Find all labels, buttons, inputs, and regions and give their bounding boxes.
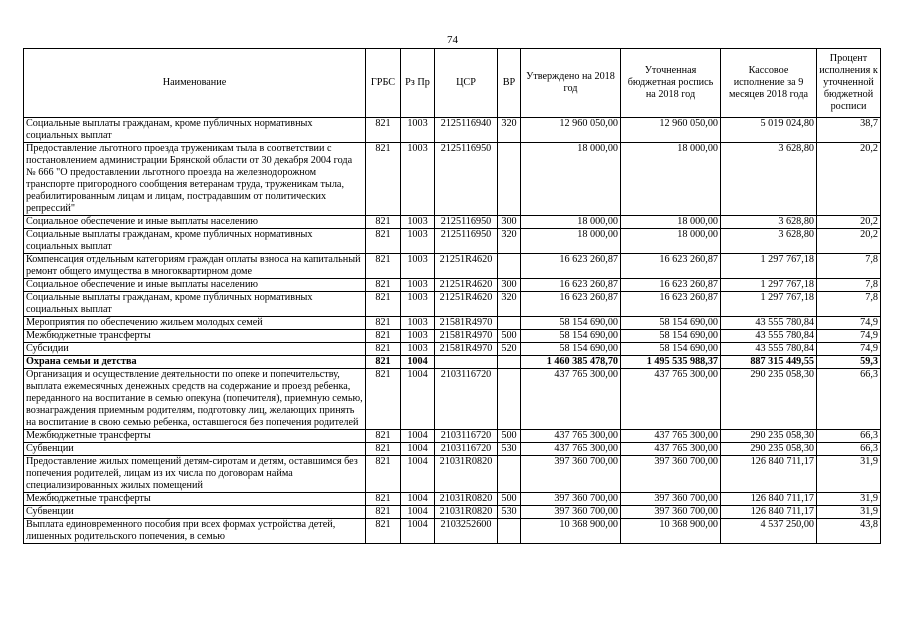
- header-vr: ВР: [498, 49, 521, 118]
- cell-name: Социальные выплаты гражданам, кроме публичных нормативных социальных выплат: [24, 118, 366, 143]
- cell-name: Охрана семьи и детства: [24, 356, 366, 369]
- cell-name: Мероприятия по обеспечению жильем молодых семей: [24, 317, 366, 330]
- table-row: [24, 317, 881, 330]
- cell-percent: 66,3: [817, 443, 881, 456]
- header-name: Наименование: [24, 49, 366, 118]
- cell-vr: 320: [498, 292, 521, 317]
- cell-csr: 2103116720: [435, 369, 498, 430]
- cell-refined: 1 495 535 988,37: [621, 356, 721, 369]
- cell-cash: 4 537 250,00: [721, 519, 817, 544]
- cell-vr: 500: [498, 430, 521, 443]
- cell-approved: 12 960 050,00: [521, 118, 621, 143]
- cell-name: Выплата единовременного пособия при всех формах устройства детей, лишенных родительского попечения, в семью: [24, 519, 366, 544]
- cell-percent: 7,8: [817, 279, 881, 292]
- cell-refined: 12 960 050,00: [621, 118, 721, 143]
- table-row: [24, 356, 881, 369]
- cell-csr: 2103252600: [435, 519, 498, 544]
- table-row: [24, 506, 881, 519]
- cell-vr: 300: [498, 216, 521, 229]
- header-csr: ЦСР: [435, 49, 498, 118]
- cell-grbs: 821: [366, 317, 401, 330]
- cell-grbs: 821: [366, 506, 401, 519]
- cell-name: Социальное обеспечение и иные выплаты населению: [24, 216, 366, 229]
- cell-csr: 2125116940: [435, 118, 498, 143]
- cell-approved: 1 460 385 478,70: [521, 356, 621, 369]
- cell-refined: 58 154 690,00: [621, 317, 721, 330]
- cell-vr: [498, 519, 521, 544]
- cell-vr: [498, 254, 521, 279]
- cell-csr: 2125116950: [435, 143, 498, 216]
- table-row: [24, 292, 881, 317]
- cell-percent: 7,8: [817, 292, 881, 317]
- header-refined: Уточненная бюджетная роспись на 2018 год: [621, 49, 721, 118]
- cell-cash: 887 315 449,55: [721, 356, 817, 369]
- cell-refined: 437 765 300,00: [621, 430, 721, 443]
- cell-csr: [435, 356, 498, 369]
- cell-cash: 290 235 058,30: [721, 369, 817, 430]
- cell-rz-pr: 1003: [401, 229, 435, 254]
- page-number: 74: [447, 34, 458, 46]
- cell-grbs: 821: [366, 254, 401, 279]
- cell-grbs: 821: [366, 216, 401, 229]
- header-approved: Утверждено на 2018 год: [521, 49, 621, 118]
- cell-rz-pr: 1004: [401, 456, 435, 493]
- cell-approved: 58 154 690,00: [521, 343, 621, 356]
- cell-csr: 21581R4970: [435, 317, 498, 330]
- cell-refined: 16 623 260,87: [621, 254, 721, 279]
- cell-refined: 18 000,00: [621, 216, 721, 229]
- cell-rz-pr: 1003: [401, 118, 435, 143]
- cell-name: Предоставление жилых помещений детям-сиротам и детям, оставшимся без попечения родителей, лицам из их числа по договорам найма специализированных жилых помещений: [24, 456, 366, 493]
- table-row: [24, 229, 881, 254]
- cell-vr: [498, 356, 521, 369]
- cell-approved: 16 623 260,87: [521, 279, 621, 292]
- cell-name: Субсидии: [24, 343, 366, 356]
- cell-cash: 1 297 767,18: [721, 254, 817, 279]
- cell-cash: 3 628,80: [721, 216, 817, 229]
- table-row: [24, 216, 881, 229]
- cell-rz-pr: 1004: [401, 519, 435, 544]
- cell-approved: 58 154 690,00: [521, 317, 621, 330]
- cell-approved: 437 765 300,00: [521, 369, 621, 430]
- cell-cash: 290 235 058,30: [721, 430, 817, 443]
- cell-approved: 397 360 700,00: [521, 456, 621, 493]
- cell-vr: 530: [498, 506, 521, 519]
- cell-grbs: 821: [366, 330, 401, 343]
- cell-csr: 21251R4620: [435, 254, 498, 279]
- cell-csr: 21031R0820: [435, 506, 498, 519]
- cell-rz-pr: 1004: [401, 493, 435, 506]
- cell-refined: 58 154 690,00: [621, 343, 721, 356]
- cell-cash: 43 555 780,84: [721, 343, 817, 356]
- cell-vr: 320: [498, 229, 521, 254]
- cell-rz-pr: 1004: [401, 356, 435, 369]
- budget-table: [23, 48, 881, 544]
- cell-grbs: 821: [366, 456, 401, 493]
- table-header-row: [24, 49, 881, 118]
- cell-grbs: 821: [366, 279, 401, 292]
- cell-refined: 397 360 700,00: [621, 456, 721, 493]
- cell-percent: 7,8: [817, 254, 881, 279]
- table-row: [24, 254, 881, 279]
- header-grbs: ГРБС: [366, 49, 401, 118]
- cell-approved: 437 765 300,00: [521, 443, 621, 456]
- cell-name: Предоставление льготного проезда труженикам тыла в соответствии с постановлением администрации Брянской области от 30 декабря 2004 года № 666 "О предоставлении льготного проезда на железнодорожном транспорте пригородного сообщения ветеранам труда, труженикам тыла, реабилитированным лицам и лицам, пострадавшим от политических репрессий": [24, 143, 366, 216]
- table-row: [24, 330, 881, 343]
- cell-name: Социальное обеспечение и иные выплаты населению: [24, 279, 366, 292]
- cell-vr: [498, 317, 521, 330]
- cell-cash: 126 840 711,17: [721, 506, 817, 519]
- cell-approved: 18 000,00: [521, 216, 621, 229]
- cell-csr: 2125116950: [435, 216, 498, 229]
- cell-percent: 66,3: [817, 369, 881, 430]
- cell-approved: 16 623 260,87: [521, 292, 621, 317]
- cell-csr: 21581R4970: [435, 330, 498, 343]
- cell-percent: 43,8: [817, 519, 881, 544]
- header-cash: Кассовое исполнение за 9 месяцев 2018 года: [721, 49, 817, 118]
- cell-name: Компенсация отдельным категориям граждан оплаты взноса на капитальный ремонт общего имущества в многоквартирном доме: [24, 254, 366, 279]
- cell-csr: 21031R0820: [435, 456, 498, 493]
- table-row: [24, 343, 881, 356]
- cell-grbs: 821: [366, 343, 401, 356]
- cell-refined: 16 623 260,87: [621, 279, 721, 292]
- table-row: [24, 279, 881, 292]
- cell-refined: 16 623 260,87: [621, 292, 721, 317]
- cell-cash: 290 235 058,30: [721, 443, 817, 456]
- cell-grbs: 821: [366, 369, 401, 430]
- cell-name: Межбюджетные трансферты: [24, 430, 366, 443]
- cell-refined: 18 000,00: [621, 143, 721, 216]
- cell-percent: 20,2: [817, 216, 881, 229]
- cell-approved: 16 623 260,87: [521, 254, 621, 279]
- table-row: [24, 519, 881, 544]
- table-row: [24, 456, 881, 493]
- cell-csr: 21581R4970: [435, 343, 498, 356]
- cell-rz-pr: 1003: [401, 292, 435, 317]
- cell-approved: 437 765 300,00: [521, 430, 621, 443]
- cell-percent: 74,9: [817, 343, 881, 356]
- table-body: [24, 118, 881, 544]
- cell-rz-pr: 1004: [401, 443, 435, 456]
- cell-rz-pr: 1003: [401, 330, 435, 343]
- cell-csr: 2125116950: [435, 229, 498, 254]
- cell-csr: 2103116720: [435, 443, 498, 456]
- header-rz-pr: Рз Пр: [401, 49, 435, 118]
- cell-cash: 126 840 711,17: [721, 493, 817, 506]
- cell-percent: 74,9: [817, 330, 881, 343]
- cell-name: Субвенции: [24, 443, 366, 456]
- cell-grbs: 821: [366, 430, 401, 443]
- cell-refined: 437 765 300,00: [621, 369, 721, 430]
- cell-grbs: 821: [366, 292, 401, 317]
- cell-grbs: 821: [366, 493, 401, 506]
- cell-refined: 397 360 700,00: [621, 506, 721, 519]
- cell-grbs: 821: [366, 519, 401, 544]
- cell-rz-pr: 1003: [401, 279, 435, 292]
- cell-cash: 43 555 780,84: [721, 317, 817, 330]
- cell-rz-pr: 1003: [401, 254, 435, 279]
- cell-vr: 300: [498, 279, 521, 292]
- cell-vr: 530: [498, 443, 521, 456]
- cell-vr: 520: [498, 343, 521, 356]
- cell-percent: 38,7: [817, 118, 881, 143]
- table-row: [24, 118, 881, 143]
- cell-refined: 10 368 900,00: [621, 519, 721, 544]
- cell-percent: 74,9: [817, 317, 881, 330]
- header-percent: Процент исполнения к уточненной бюджетной росписи: [817, 49, 881, 118]
- cell-refined: 437 765 300,00: [621, 443, 721, 456]
- cell-grbs: 821: [366, 229, 401, 254]
- cell-vr: 500: [498, 330, 521, 343]
- cell-grbs: 821: [366, 356, 401, 369]
- cell-csr: 2103116720: [435, 430, 498, 443]
- cell-vr: [498, 369, 521, 430]
- table-row: [24, 430, 881, 443]
- cell-approved: 397 360 700,00: [521, 506, 621, 519]
- cell-cash: 1 297 767,18: [721, 292, 817, 317]
- cell-name: Межбюджетные трансферты: [24, 330, 366, 343]
- cell-refined: 18 000,00: [621, 229, 721, 254]
- cell-cash: 126 840 711,17: [721, 456, 817, 493]
- cell-rz-pr: 1003: [401, 343, 435, 356]
- table-row: [24, 493, 881, 506]
- cell-rz-pr: 1004: [401, 506, 435, 519]
- cell-rz-pr: 1003: [401, 317, 435, 330]
- cell-cash: 1 297 767,18: [721, 279, 817, 292]
- cell-vr: [498, 143, 521, 216]
- cell-approved: 18 000,00: [521, 143, 621, 216]
- cell-approved: 10 368 900,00: [521, 519, 621, 544]
- cell-grbs: 821: [366, 143, 401, 216]
- cell-grbs: 821: [366, 443, 401, 456]
- cell-name: Социальные выплаты гражданам, кроме публичных нормативных социальных выплат: [24, 229, 366, 254]
- cell-cash: 3 628,80: [721, 143, 817, 216]
- cell-rz-pr: 1003: [401, 216, 435, 229]
- table-row: [24, 369, 881, 430]
- cell-vr: 500: [498, 493, 521, 506]
- cell-percent: 20,2: [817, 229, 881, 254]
- cell-csr: 21251R4620: [435, 279, 498, 292]
- cell-rz-pr: 1003: [401, 143, 435, 216]
- cell-rz-pr: 1004: [401, 430, 435, 443]
- cell-name: Организация и осуществление деятельности по опеке и попечительству, выплата ежемесячных денежных средств на содержание и проезд ребенка, переданного на воспитание в семью опекуна (попечителя), приемную семью, вознаграждения приемным родителям, подготовку лиц, желающих принять на воспитание в свою семью ребенка, оставшегося без попечения родителей: [24, 369, 366, 430]
- cell-percent: 20,2: [817, 143, 881, 216]
- cell-cash: 43 555 780,84: [721, 330, 817, 343]
- cell-approved: 58 154 690,00: [521, 330, 621, 343]
- cell-vr: [498, 456, 521, 493]
- cell-percent: 59,3: [817, 356, 881, 369]
- cell-refined: 58 154 690,00: [621, 330, 721, 343]
- cell-csr: 21031R0820: [435, 493, 498, 506]
- table-row: [24, 143, 881, 216]
- cell-grbs: 821: [366, 118, 401, 143]
- cell-percent: 31,9: [817, 506, 881, 519]
- cell-approved: 397 360 700,00: [521, 493, 621, 506]
- cell-vr: 320: [498, 118, 521, 143]
- cell-name: Межбюджетные трансферты: [24, 493, 366, 506]
- cell-cash: 5 019 024,80: [721, 118, 817, 143]
- cell-percent: 31,9: [817, 456, 881, 493]
- cell-percent: 66,3: [817, 430, 881, 443]
- cell-rz-pr: 1004: [401, 369, 435, 430]
- cell-name: Социальные выплаты гражданам, кроме публичных нормативных социальных выплат: [24, 292, 366, 317]
- cell-name: Субвенции: [24, 506, 366, 519]
- cell-cash: 3 628,80: [721, 229, 817, 254]
- cell-refined: 397 360 700,00: [621, 493, 721, 506]
- table-row: [24, 443, 881, 456]
- cell-percent: 31,9: [817, 493, 881, 506]
- cell-csr: 21251R4620: [435, 292, 498, 317]
- cell-approved: 18 000,00: [521, 229, 621, 254]
